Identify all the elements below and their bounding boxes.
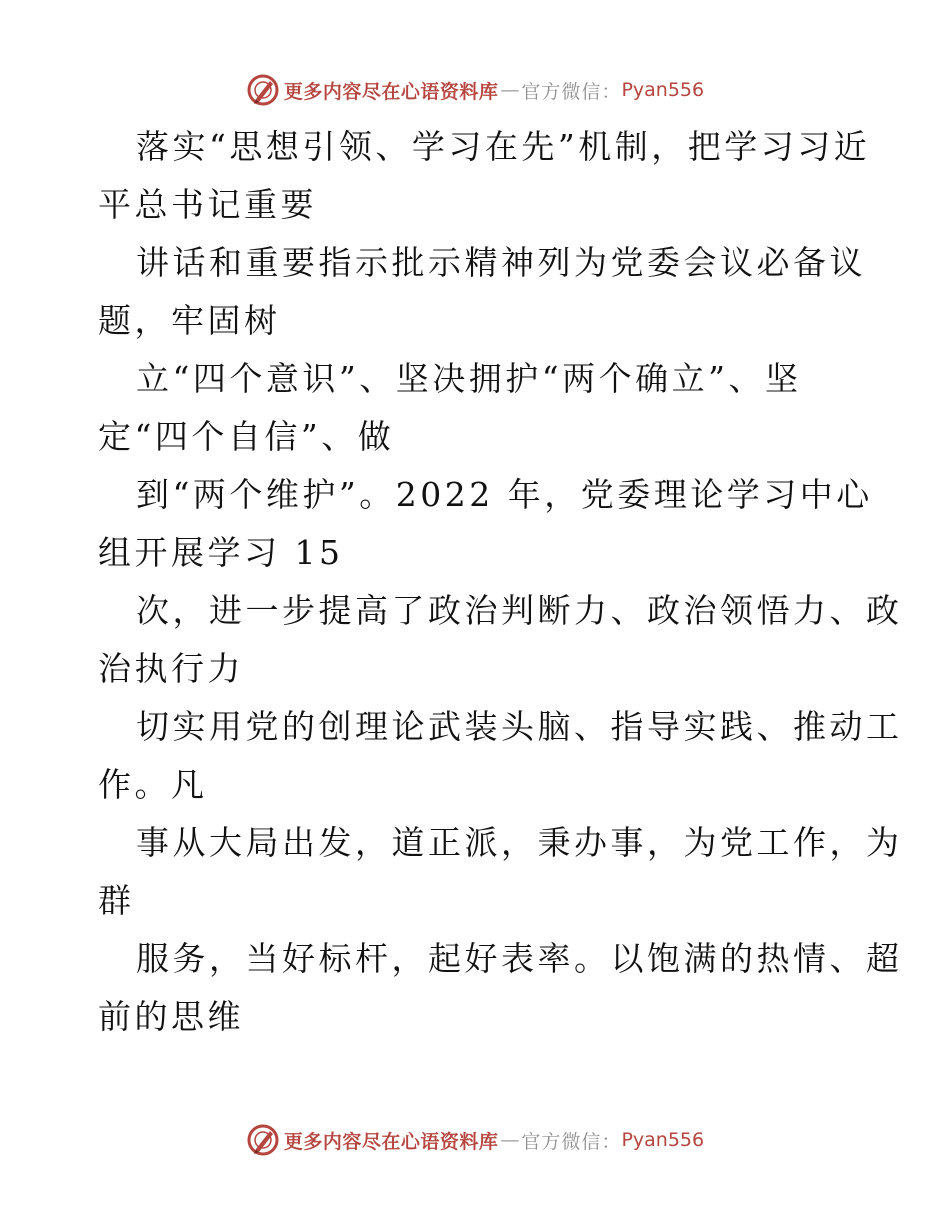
header-watermark <box>0 70 950 110</box>
text-line: 讲话和重要指示批示精神列为党委会议必备议 <box>136 243 866 282</box>
text-line: 治执行力 <box>98 649 244 688</box>
watermark-label: 官方微信： <box>521 80 622 103</box>
text-line: 平总书记重要 <box>98 185 317 224</box>
watermark-label: 官方微信： <box>521 1130 622 1153</box>
watermark-brand: 更多内容尽在心语资料库 <box>283 80 499 103</box>
text-line: 定“四个自信”、做 <box>98 417 395 456</box>
watermark-brand: 更多内容尽在心语资料库 <box>283 1130 499 1153</box>
pen-logo-icon <box>246 1123 280 1157</box>
text-line: 切实用党的创理论武装头脑、指导实践、推动工 <box>136 707 903 746</box>
watermark-account: Pyan556 <box>621 1129 705 1151</box>
text-line: 事从大局出发，道正派，秉办事，为党工作，为 <box>136 823 903 862</box>
footer-watermark <box>0 1120 950 1160</box>
text-line: 题，牢固树 <box>98 301 281 340</box>
watermark-account: Pyan556 <box>621 79 705 101</box>
text-line: 到“两个维护”。2022 年，党委理论学习中心 <box>136 475 873 514</box>
document-body <box>98 118 903 1046</box>
text-line: 组开展学习 15 <box>98 533 344 572</box>
text-line: 服务，当好标杆，起好表率。以饱满的热情、超 <box>136 939 903 978</box>
pen-logo-icon <box>246 73 280 107</box>
text-line: 次，进一步提高了政治判断力、政治领悟力、政 <box>136 591 903 630</box>
text-line: 立“四个意识”、坚决拥护“两个确立”、坚 <box>136 359 802 398</box>
text-line: 前的思维 <box>98 997 244 1036</box>
watermark-separator: — <box>500 79 520 101</box>
watermark-separator: — <box>500 1129 520 1151</box>
text-line: 作。凡 <box>98 765 208 804</box>
text-line: 落实“思想引领、学习在先”机制，把学习习近 <box>136 127 871 166</box>
text-line: 群 <box>98 881 135 920</box>
